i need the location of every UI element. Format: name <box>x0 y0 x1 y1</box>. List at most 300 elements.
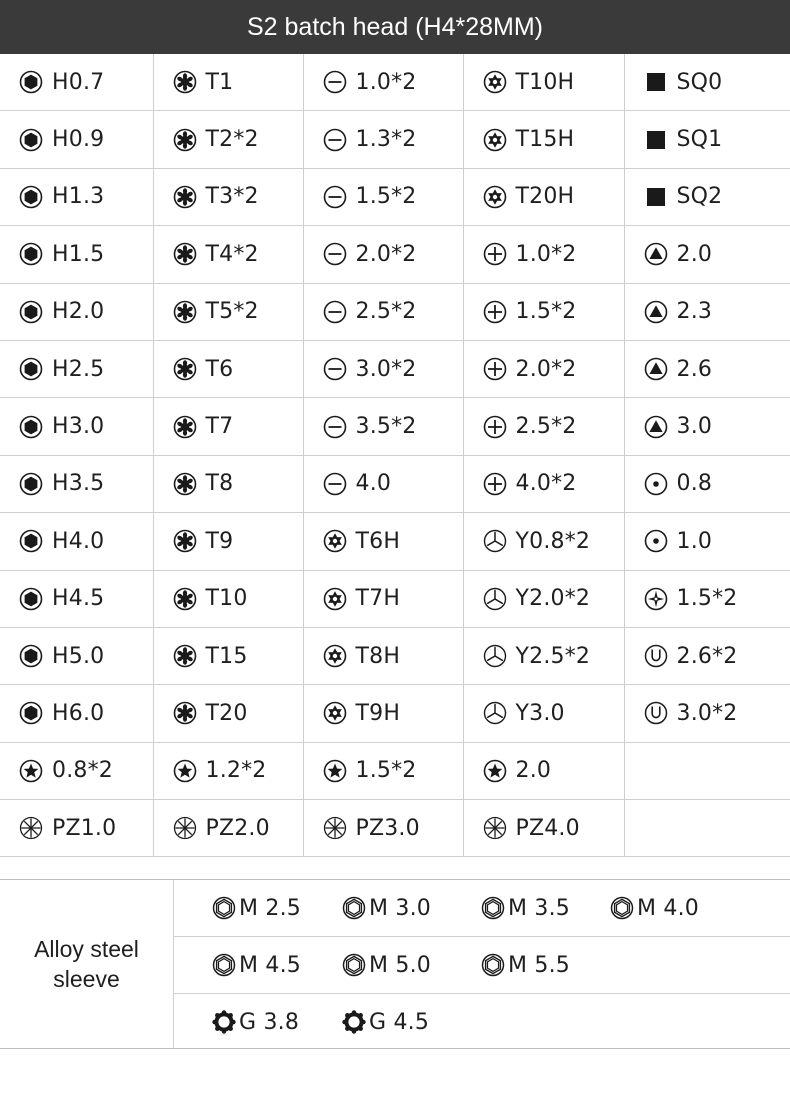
phillips-icon <box>483 415 507 439</box>
sleeve-size-label: M 4.5 <box>239 952 301 978</box>
bit-cell <box>303 340 463 397</box>
triangle-icon <box>644 357 668 381</box>
bit-item <box>644 70 790 95</box>
bit-item <box>19 471 153 496</box>
bit-item <box>19 70 153 95</box>
bit-item <box>483 414 624 439</box>
bit-label: SQ1 <box>676 127 723 153</box>
bit-item <box>323 644 463 669</box>
bit-label: T9 <box>205 528 234 554</box>
bit-item <box>644 414 790 439</box>
bit-cell <box>0 455 153 512</box>
bit-cell <box>463 800 624 857</box>
bit-item <box>483 816 624 841</box>
bit-item <box>644 644 790 669</box>
hex-icon <box>19 644 43 668</box>
hex-icon <box>19 472 43 496</box>
bit-cell <box>303 627 463 684</box>
bit-label: 2.5*2 <box>355 299 417 325</box>
slotted-icon <box>323 357 347 381</box>
bit-cell <box>153 340 303 397</box>
torx-icon <box>173 701 197 725</box>
bit-label: H0.9 <box>52 127 105 153</box>
hex-socket-icon <box>212 896 236 920</box>
bit-cell <box>463 168 624 225</box>
bit-label: T10 <box>205 586 248 612</box>
phillips-icon <box>483 300 507 324</box>
bit-item <box>323 127 463 152</box>
bit-item <box>483 127 624 152</box>
bit-item <box>19 127 153 152</box>
empty-cell <box>624 742 790 799</box>
bit-item <box>19 644 153 669</box>
sleeve-section <box>0 879 790 1049</box>
table-row <box>0 455 790 512</box>
bit-item <box>173 127 303 152</box>
bit-item <box>173 701 303 726</box>
bit-label: 3.5*2 <box>355 414 417 440</box>
torx-security-icon <box>323 701 347 725</box>
bit-item <box>19 242 153 267</box>
sleeve-label-line2: sleeve <box>53 966 120 992</box>
bit-item <box>644 357 790 382</box>
slotted-icon <box>323 415 347 439</box>
bit-item <box>644 586 790 611</box>
bit-item <box>173 184 303 209</box>
table-row <box>0 742 790 799</box>
bit-cell <box>303 513 463 570</box>
star-icon <box>323 759 347 783</box>
bit-label: Y2.0*2 <box>515 586 591 612</box>
hex-socket-icon <box>342 896 366 920</box>
bit-cell <box>0 340 153 397</box>
bit-item <box>173 242 303 267</box>
bit-cell <box>153 742 303 799</box>
bit-item <box>483 529 624 554</box>
sleeve-item <box>342 880 431 936</box>
torx-icon <box>173 644 197 668</box>
bit-item <box>19 529 153 554</box>
slotted-icon <box>323 300 347 324</box>
torx-icon <box>173 587 197 611</box>
square-icon <box>644 185 668 209</box>
hex-icon <box>19 415 43 439</box>
torx-icon <box>173 70 197 94</box>
bit-label: T20H <box>515 184 575 210</box>
hex-socket-icon <box>610 896 634 920</box>
bit-item <box>173 586 303 611</box>
bit-item <box>173 299 303 324</box>
bit-cell <box>153 800 303 857</box>
sleeve-size-label: M 4.0 <box>637 895 699 921</box>
hex-icon <box>19 300 43 324</box>
bit-item <box>483 299 624 324</box>
bit-cell <box>624 570 790 627</box>
sleeve-item <box>481 937 570 993</box>
sleeve-item <box>481 880 570 936</box>
bit-label: 3.0*2 <box>676 700 738 726</box>
page-header <box>0 0 790 54</box>
pentalobe-dot-icon <box>644 529 668 553</box>
bit-label: H5.0 <box>52 643 105 669</box>
bit-cell <box>303 398 463 455</box>
bit-cell <box>153 627 303 684</box>
sleeve-size-label: M 5.5 <box>508 952 570 978</box>
bit-label: Y2.5*2 <box>515 643 591 669</box>
bit-label: 2.5*2 <box>515 414 577 440</box>
tri-wing-icon <box>483 529 507 553</box>
bit-label: 1.5*2 <box>355 184 417 210</box>
bit-cell <box>624 455 790 512</box>
bit-cell <box>463 627 624 684</box>
sleeve-row <box>174 880 790 937</box>
triangle-icon <box>644 300 668 324</box>
bit-label: T5*2 <box>205 299 259 325</box>
bit-label: 1.5*2 <box>355 758 417 784</box>
slotted-icon <box>323 472 347 496</box>
bit-cell <box>0 226 153 283</box>
bit-label: Y0.8*2 <box>515 528 591 554</box>
bit-cell <box>463 455 624 512</box>
bit-label: H1.5 <box>52 241 105 267</box>
bit-cell <box>0 570 153 627</box>
torx-icon <box>173 472 197 496</box>
triangle-icon <box>644 415 668 439</box>
bit-label: SQ2 <box>676 184 723 210</box>
bit-label: T6 <box>205 356 234 382</box>
bit-item <box>483 70 624 95</box>
page-title: S2 batch head (H4*28MM) <box>247 12 543 41</box>
pozidriv-icon <box>173 816 197 840</box>
bit-item <box>323 586 463 611</box>
bit-label: T10H <box>515 69 575 95</box>
slotted-icon <box>323 70 347 94</box>
bit-item <box>483 586 624 611</box>
phillips-icon <box>483 472 507 496</box>
bit-label: T9H <box>355 700 401 726</box>
bit-label: T7 <box>205 414 234 440</box>
bit-cell <box>303 455 463 512</box>
bit-item <box>173 471 303 496</box>
bit-label: 0.8*2 <box>52 758 113 784</box>
bit-label: T7H <box>355 586 401 612</box>
bit-label: H2.0 <box>52 299 105 325</box>
u-shape-icon <box>644 644 668 668</box>
bit-item <box>644 299 790 324</box>
bit-cell <box>0 742 153 799</box>
bit-cell <box>624 226 790 283</box>
bit-item <box>483 184 624 209</box>
pentalobe-dot-icon <box>644 472 668 496</box>
bit-label: PZ1.0 <box>52 815 117 841</box>
bit-cell <box>624 111 790 168</box>
bit-label: Y3.0 <box>515 700 565 726</box>
bit-item <box>19 586 153 611</box>
bit-item <box>323 242 463 267</box>
bit-item <box>644 471 790 496</box>
hex-icon <box>19 587 43 611</box>
phillips-icon <box>483 357 507 381</box>
bit-item <box>173 816 303 841</box>
bit-label: 1.2*2 <box>205 758 267 784</box>
bit-cell <box>153 54 303 111</box>
bit-label: 2.6 <box>676 356 713 382</box>
bit-label: H4.5 <box>52 586 105 612</box>
bit-cell <box>463 742 624 799</box>
slotted-icon <box>323 185 347 209</box>
torx-icon <box>173 185 197 209</box>
hex-socket-icon <box>481 953 505 977</box>
bit-item <box>323 471 463 496</box>
bit-cell <box>303 168 463 225</box>
sleeve-item <box>212 937 301 993</box>
bit-label: H2.5 <box>52 356 105 382</box>
bit-label: H1.3 <box>52 184 105 210</box>
hex-icon <box>19 128 43 152</box>
bit-label: H3.5 <box>52 471 105 497</box>
bit-label: 1.0*2 <box>515 241 577 267</box>
bit-label: H0.7 <box>52 69 105 95</box>
gear-socket-icon <box>342 1010 366 1034</box>
bit-cell <box>463 54 624 111</box>
torx-security-icon <box>323 587 347 611</box>
hex-icon <box>19 70 43 94</box>
bit-label: H3.0 <box>52 414 105 440</box>
sleeve-size-label: M 2.5 <box>239 895 301 921</box>
phillips-icon <box>483 242 507 266</box>
star-icon <box>483 759 507 783</box>
sleeve-size-label: M 3.0 <box>369 895 431 921</box>
empty-cell <box>624 800 790 857</box>
tri-wing-icon <box>483 644 507 668</box>
bit-label: 1.5*2 <box>676 586 738 612</box>
hex-socket-icon <box>212 953 236 977</box>
bit-cell <box>0 398 153 455</box>
table-row <box>0 283 790 340</box>
bit-label: T2*2 <box>205 127 259 153</box>
tri-wing-icon <box>483 587 507 611</box>
pozidriv-icon <box>483 816 507 840</box>
torx-security-icon <box>323 644 347 668</box>
torx-icon <box>173 300 197 324</box>
bit-label: 4.0 <box>355 471 392 497</box>
table-row <box>0 340 790 397</box>
bit-label: PZ4.0 <box>515 815 580 841</box>
bit-cell <box>153 168 303 225</box>
sleeve-size-label: G 3.8 <box>239 1009 300 1035</box>
table-row <box>0 800 790 857</box>
table-row <box>0 168 790 225</box>
slotted-icon <box>323 128 347 152</box>
table-row <box>0 226 790 283</box>
table-row <box>0 570 790 627</box>
table-row <box>0 513 790 570</box>
table-row <box>0 111 790 168</box>
sleeve-item <box>342 937 431 993</box>
pozidriv-icon <box>323 816 347 840</box>
bit-item <box>19 414 153 439</box>
torx-security-icon <box>483 128 507 152</box>
gear-socket-icon <box>212 1010 236 1034</box>
star-icon <box>173 759 197 783</box>
bit-item <box>173 644 303 669</box>
bit-cell <box>303 283 463 340</box>
bit-cell <box>624 627 790 684</box>
bit-item <box>323 357 463 382</box>
bit-item <box>644 127 790 152</box>
bit-cell <box>153 570 303 627</box>
bit-item <box>483 242 624 267</box>
bit-item <box>483 357 624 382</box>
bit-item <box>323 816 463 841</box>
cross-point-icon <box>644 587 668 611</box>
bit-item <box>323 70 463 95</box>
bit-label: 1.5*2 <box>515 299 577 325</box>
torx-icon <box>173 529 197 553</box>
sleeve-row <box>174 937 790 994</box>
bit-label: 1.3*2 <box>355 127 417 153</box>
bit-cell <box>624 513 790 570</box>
sleeve-item <box>212 880 301 936</box>
bit-label: 1.0 <box>676 528 713 554</box>
bit-cell <box>153 513 303 570</box>
bit-item <box>19 357 153 382</box>
bit-cell <box>0 685 153 742</box>
bit-label: T8 <box>205 471 234 497</box>
bit-item <box>173 414 303 439</box>
sleeve-size-label: G 4.5 <box>369 1009 430 1035</box>
bit-label: 2.0 <box>515 758 552 784</box>
bit-cell <box>0 283 153 340</box>
bit-label: 3.0 <box>676 414 713 440</box>
bit-label: 2.0*2 <box>355 241 417 267</box>
sleeve-item <box>212 994 299 1050</box>
bit-cell <box>153 685 303 742</box>
torx-icon <box>173 357 197 381</box>
bit-item <box>173 357 303 382</box>
bit-cell <box>463 685 624 742</box>
hex-icon <box>19 529 43 553</box>
sleeve-grid <box>174 880 790 1048</box>
bit-cell <box>463 398 624 455</box>
bit-label: SQ0 <box>676 69 723 95</box>
table-row <box>0 627 790 684</box>
bit-table <box>0 54 790 857</box>
bit-label: T4*2 <box>205 241 259 267</box>
bit-item <box>323 414 463 439</box>
torx-icon <box>173 242 197 266</box>
bit-label: T20 <box>205 700 248 726</box>
bit-label: H6.0 <box>52 700 105 726</box>
u-shape-icon <box>644 701 668 725</box>
sleeve-item <box>342 994 429 1050</box>
square-icon <box>644 70 668 94</box>
bit-cell <box>463 513 624 570</box>
sleeve-label <box>0 880 174 1048</box>
torx-security-icon <box>483 185 507 209</box>
bit-label: PZ2.0 <box>205 815 270 841</box>
bit-item <box>19 184 153 209</box>
bit-item <box>323 758 463 783</box>
table-row <box>0 685 790 742</box>
hex-icon <box>19 357 43 381</box>
bit-cell <box>153 226 303 283</box>
bit-item <box>19 816 153 841</box>
hex-icon <box>19 185 43 209</box>
bit-label: T1 <box>205 69 234 95</box>
tri-wing-icon <box>483 701 507 725</box>
bit-cell <box>303 685 463 742</box>
bit-cell <box>303 800 463 857</box>
table-row <box>0 54 790 111</box>
bit-cell <box>0 168 153 225</box>
square-icon <box>644 128 668 152</box>
bit-label: T6H <box>355 528 401 554</box>
sleeve-row <box>174 994 790 1050</box>
pozidriv-icon <box>19 816 43 840</box>
bit-item <box>173 529 303 554</box>
torx-security-icon <box>323 529 347 553</box>
bit-item <box>644 529 790 554</box>
hex-socket-icon <box>342 953 366 977</box>
bit-item <box>644 701 790 726</box>
torx-security-icon <box>483 70 507 94</box>
torx-icon <box>173 128 197 152</box>
bit-cell <box>153 455 303 512</box>
bit-cell <box>0 111 153 168</box>
bit-item <box>483 758 624 783</box>
sleeve-size-label: M 3.5 <box>508 895 570 921</box>
bit-label: H4.0 <box>52 528 105 554</box>
bit-item <box>323 701 463 726</box>
bit-label: 2.6*2 <box>676 643 738 669</box>
hex-socket-icon <box>481 896 505 920</box>
bit-item <box>323 529 463 554</box>
hex-icon <box>19 701 43 725</box>
bit-item <box>173 70 303 95</box>
bit-label: 0.8 <box>676 471 713 497</box>
bit-cell <box>0 513 153 570</box>
bit-cell <box>463 570 624 627</box>
bit-item <box>483 644 624 669</box>
bit-cell <box>303 54 463 111</box>
bit-cell <box>624 685 790 742</box>
bit-item <box>644 242 790 267</box>
bit-item <box>483 701 624 726</box>
bit-item <box>19 701 153 726</box>
bit-cell <box>153 283 303 340</box>
bit-label: T15 <box>205 643 248 669</box>
bit-cell <box>303 570 463 627</box>
bit-cell <box>0 627 153 684</box>
bit-cell <box>463 340 624 397</box>
bit-cell <box>153 111 303 168</box>
bit-label: 2.3 <box>676 299 713 325</box>
star-icon <box>19 759 43 783</box>
table-row <box>0 398 790 455</box>
bit-item <box>19 758 153 783</box>
bit-cell <box>463 111 624 168</box>
bit-label: 2.0 <box>676 241 713 267</box>
hex-icon <box>19 242 43 266</box>
bit-item <box>323 184 463 209</box>
bit-cell <box>303 742 463 799</box>
bit-cell <box>624 54 790 111</box>
bit-cell <box>624 283 790 340</box>
bit-label: 1.0*2 <box>355 69 417 95</box>
sleeve-size-label: M 5.0 <box>369 952 431 978</box>
bit-label: PZ3.0 <box>355 815 420 841</box>
